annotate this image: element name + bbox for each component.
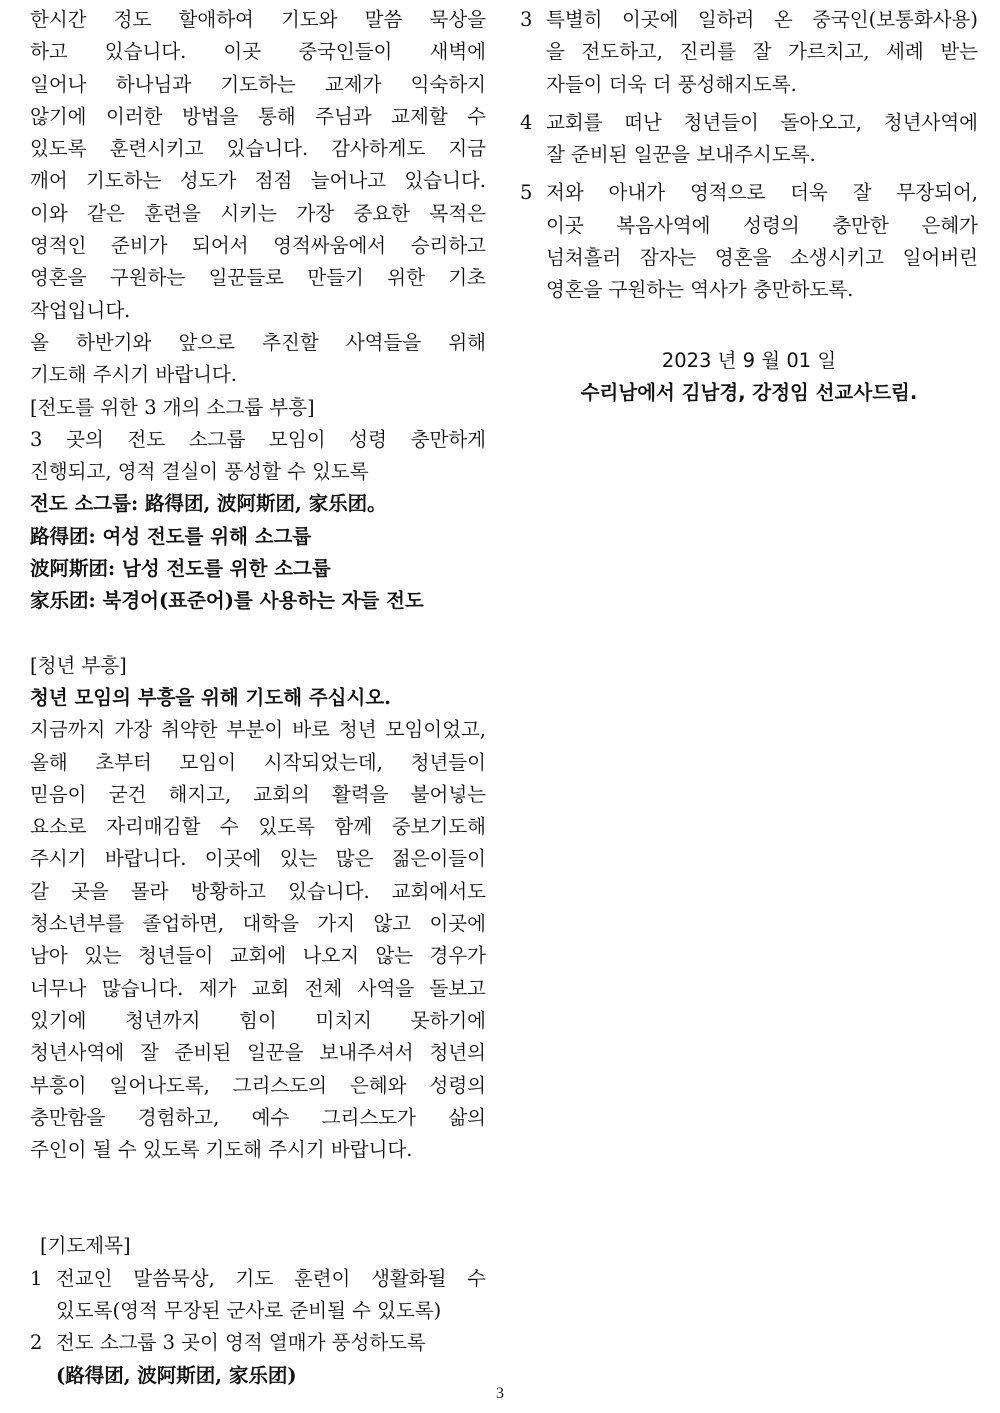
groups-line: 전도 소그룹: 路得团, 波阿斯团, 家乐团。 (30, 492, 387, 516)
text-line: 지금까지 가장 취약한 부분이 바로 청년 모임이었고, (30, 718, 486, 742)
section-subheading: 청년 모임의 부흥을 위해 기도해 주십시오. (30, 685, 391, 709)
text-line: 한시간 정도 할애하여 기도와 말씀 묵상을 (30, 8, 486, 31)
text-line: 진행되고, 영적 결실이 풍성할 수 있도록 (30, 460, 369, 484)
intro-paragraph (30, 4, 486, 327)
prayer-item (520, 4, 978, 101)
text-line: 너무나 많습니다. 제가 교회 전체 사역을 돌보고 (30, 976, 486, 1000)
text-line: 청소년부를 졸업하면, 대학을 가지 않고 이곳에 (30, 912, 486, 936)
signature: 수리남에서 김남경, 강정임 선교사드림. (580, 380, 918, 404)
text-line: 일어나 하나님과 기도하는 교제가 익숙하지 (30, 72, 486, 96)
section-prayer-topics (30, 1230, 486, 1391)
page-number: 3 (496, 1385, 504, 1402)
text-line: 전교인 말씀묵상, 기도 훈련이 생활화될 수 (56, 1266, 486, 1290)
prayer-item (30, 1263, 486, 1328)
text-line: 부흥이 일어나도록, 그리스도의 은혜와 성령의 (30, 1073, 486, 1097)
item-number: 4 (520, 110, 533, 134)
letter-date: 2023 년 9 월 01 일 (661, 348, 837, 372)
group-ruth: 路得团: 여성 전도를 위해 소그룹 (30, 524, 312, 548)
text-line: 올 하반기와 앞으로 추진할 사역들을 위해 (30, 330, 486, 354)
text-line: 작업입니다. (30, 298, 131, 322)
text-line: 깨어 기도하는 성도가 점점 늘어나고 있습니다. (30, 169, 486, 193)
text-line: 전도 소그룹 3 곳이 영적 열매가 풍성하도록 (56, 1331, 426, 1355)
text-line: 영적인 준비가 되어서 영적싸움에서 승리하고 (30, 234, 486, 258)
section-youth (30, 650, 486, 1167)
item-number: 5 (520, 181, 533, 205)
text-line: 믿음이 굳건 해지고, 교회의 활력을 불어넣는 (30, 782, 486, 806)
text-line: 저와 아내가 영적으로 더욱 잘 무장되어, (546, 181, 978, 205)
section-evangelism (30, 392, 486, 618)
prayer-item (520, 107, 978, 172)
text-line: 남아 있는 청년들이 교회에 나오지 않는 경우가 (30, 944, 486, 968)
text-line: 이와 같은 훈련을 시키는 가장 중요한 목적은 (30, 201, 486, 225)
section-heading: [전도를 위한 3 개의 소그룹 부흥] (30, 395, 315, 419)
text-line: 충만함을 경험하고, 예수 그리스도가 삶의 (30, 1105, 486, 1129)
text-line: 있도록(영적 무장된 군사로 준비될 수 있도록) (56, 1298, 442, 1322)
prayer-item (30, 1327, 486, 1392)
text-line: 올해 초부터 모임이 시작되었는데, 청년들이 (30, 750, 486, 774)
group-boaz: 波阿斯团: 남성 전도를 위한 소그룹 (30, 557, 331, 581)
text-line: 3 곳의 전도 소그룹 모임이 성령 충만하게 (30, 427, 486, 451)
text-line: 갈 곳을 몰라 방황하고 있습니다. 교회에서도 (30, 879, 486, 903)
section-heading: [청년 부흥] (30, 653, 127, 677)
text-line: 교회를 떠난 청년들이 돌아오고, 청년사역에 (546, 110, 978, 134)
right-column (520, 4, 978, 409)
item-number: 2 (30, 1331, 43, 1355)
prayer-item (520, 177, 978, 306)
text-line: 않기에 이러한 방법을 통해 주님과 교제할 수 (30, 104, 486, 128)
text-line: 있도록 훈련시키고 있습니다. 감사하게도 지금 (30, 137, 486, 161)
text-line: (路得团, 波阿斯团, 家乐团) (56, 1363, 297, 1387)
text-line: 이곳 복음사역에 성령의 충만한 은혜가 (546, 213, 978, 237)
text-line: 주인이 될 수 있도록 기도해 주시기 바랍니다. (30, 1138, 413, 1162)
text-line: 넘쳐흘러 잠자는 영혼을 소생시키고 일어버린 (546, 246, 978, 270)
text-line: 기도해 주시기 바랍니다. (30, 363, 237, 387)
text-line: 있기에 청년까지 힘이 미치지 못하기에 (30, 1008, 486, 1032)
text-line: 잘 준비된 일꾼을 보내주시도록. (546, 143, 816, 167)
prayer-request-paragraph (30, 327, 486, 392)
text-line: 주시기 바랍니다. 이곳에 있는 많은 젊은이들이 (30, 847, 486, 871)
text-line: 특별히 이곳에 일하러 온 중국인(보통화사용) (546, 8, 978, 31)
section-heading: [기도제목] (40, 1234, 131, 1258)
text-line: 하고 있습니다. 이곳 중국인들이 새벽에 (30, 40, 486, 64)
text-line: 영혼을 구원하는 일꾼들로 만들기 위한 기초 (30, 266, 486, 290)
text-line: 요소로 자리매김할 수 있도록 함께 중보기도해 (30, 815, 486, 839)
item-number: 3 (520, 8, 533, 31)
text-line: 자들이 더욱 더 풍성해지도록. (546, 72, 797, 96)
text-line: 영혼을 구원하는 역사가 충만하도록. (546, 278, 854, 302)
group-jiale: 家乐团: 북경어(표준어)를 사용하는 자들 전도 (30, 589, 424, 613)
text-line: 청년사역에 잘 준비된 일꾼을 보내주셔서 청년의 (30, 1041, 486, 1065)
text-line: 을 전도하고, 진리를 잘 가르치고, 세례 받는 (546, 40, 978, 64)
left-column (30, 4, 486, 1392)
item-number: 1 (30, 1266, 43, 1290)
